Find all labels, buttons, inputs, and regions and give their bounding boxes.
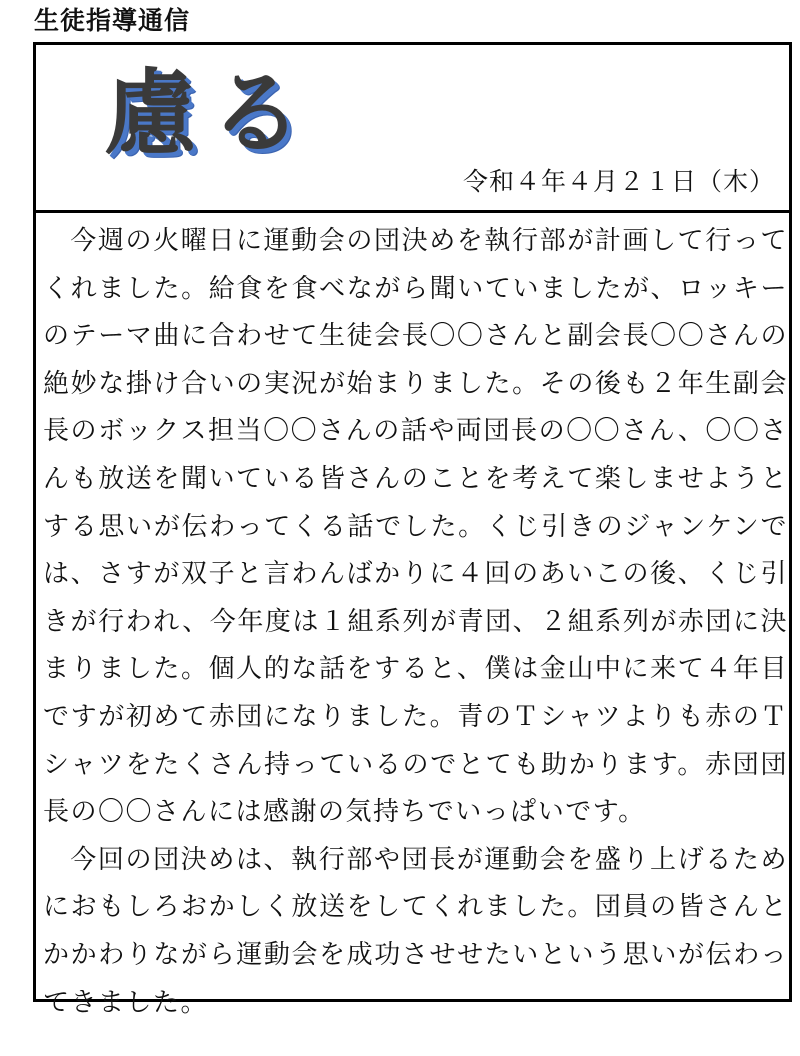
article-body bbox=[43, 218, 788, 1027]
header-box bbox=[36, 45, 789, 213]
newsletter-frame bbox=[33, 42, 792, 1018]
article-paragraph: 今週の火曜日に運動会の団決めを執行部が計画して行ってくれました。給食を食べながら聞いていましたが、ロッキーのテーマ曲に合わせて生徒会長〇〇さんと副会長〇〇さんの絶妙な掛け合いの実況が始まりました。その後も２年生副会長のボックス担当〇〇さんの話や両団長の〇〇さん、〇〇さんも放送を聞いている皆さんのことを考えて楽しませようとする思いが伝わってくる話でした。くじ引きのジャンケンでは、さすが双子と言わんばかりに４回のあいこの後、くじ引きが行われ、今年度は１組系列が青団、２組系列が赤団に決まりました。個人的な話をすると、僕は金山中に来て４年目ですが初めて赤団になりました。青のＴシャツよりも赤のＴシャツをたくさん持っているのでとても助かります。赤団団長の〇〇さんには感謝の気持ちでいっぱいです。 bbox=[43, 226, 788, 828]
article-paragraph: 今回の団決めは、執行部や団長が運動会を盛り上げるためにおもしろおかしく放送をしてくれました。団員の皆さんとかかわりながら運動会を成功させせたいという思いが伝わってきました。 bbox=[43, 844, 788, 1018]
issue-date: 令和４年４月２１日（木） bbox=[462, 167, 775, 196]
series-label: 生徒指導通信 bbox=[34, 6, 191, 35]
newsletter-title: 慮る bbox=[104, 59, 317, 167]
